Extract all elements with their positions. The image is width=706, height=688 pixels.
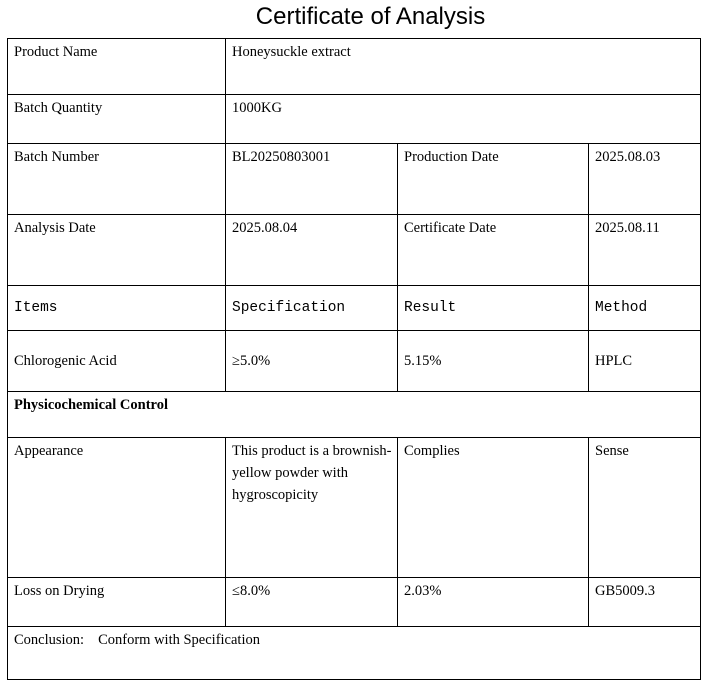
section-title: Physicochemical Control <box>8 392 701 438</box>
document-title: Certificate of Analysis <box>255 3 486 30</box>
row-batch-quantity <box>8 95 701 144</box>
specification-cell: ≥5.0% <box>226 331 398 392</box>
method-cell: Sense <box>589 438 701 578</box>
header-specification: Specification <box>226 286 398 331</box>
header-method: Method <box>589 286 701 331</box>
batch-quantity-label: Batch Quantity <box>8 95 226 144</box>
specification-text: This product is a brownish-yellow powder with hygroscopicity <box>232 443 392 503</box>
analysis-date-label: Analysis Date <box>8 215 226 286</box>
method-cell: GB5009.3 <box>589 578 701 627</box>
result-cell: 5.15% <box>398 331 589 392</box>
row-batch-number <box>8 144 701 215</box>
batch-number-value: BL20250803001 <box>226 144 398 215</box>
row-conclusion <box>8 627 701 680</box>
row-appearance <box>8 438 701 578</box>
method-cell: HPLC <box>589 331 701 392</box>
row-loss-on-drying <box>8 578 701 627</box>
item-cell: Appearance <box>8 438 226 578</box>
result-cell: 2.03% <box>398 578 589 627</box>
certificate-date-label: Certificate Date <box>398 215 589 286</box>
conclusion-cell <box>8 627 701 680</box>
row-section-physicochemical <box>8 392 701 438</box>
row-analysis-date <box>8 215 701 286</box>
conclusion-value: Conform with Specification <box>98 632 260 648</box>
product-name-label: Product Name <box>8 39 226 95</box>
certificate-date-value: 2025.08.11 <box>589 215 701 286</box>
item-cell: Chlorogenic Acid <box>8 331 226 392</box>
row-chlorogenic-acid <box>8 331 701 392</box>
header-items: Items <box>8 286 226 331</box>
product-name-value: Honeysuckle extract <box>226 39 701 95</box>
result-cell: Complies <box>398 438 589 578</box>
batch-quantity-value: 1000KG <box>226 95 701 144</box>
row-product-name <box>8 39 701 95</box>
production-date-value: 2025.08.03 <box>589 144 701 215</box>
specification-cell: ≤8.0% <box>226 578 398 627</box>
analysis-date-value: 2025.08.04 <box>226 215 398 286</box>
specification-cell <box>226 438 398 578</box>
row-column-headers <box>8 286 701 331</box>
conclusion-label: Conclusion: <box>14 632 85 648</box>
item-cell: Loss on Drying <box>8 578 226 627</box>
batch-number-label: Batch Number <box>8 144 226 215</box>
coa-table <box>7 38 701 680</box>
header-result: Result <box>398 286 589 331</box>
production-date-label: Production Date <box>398 144 589 215</box>
